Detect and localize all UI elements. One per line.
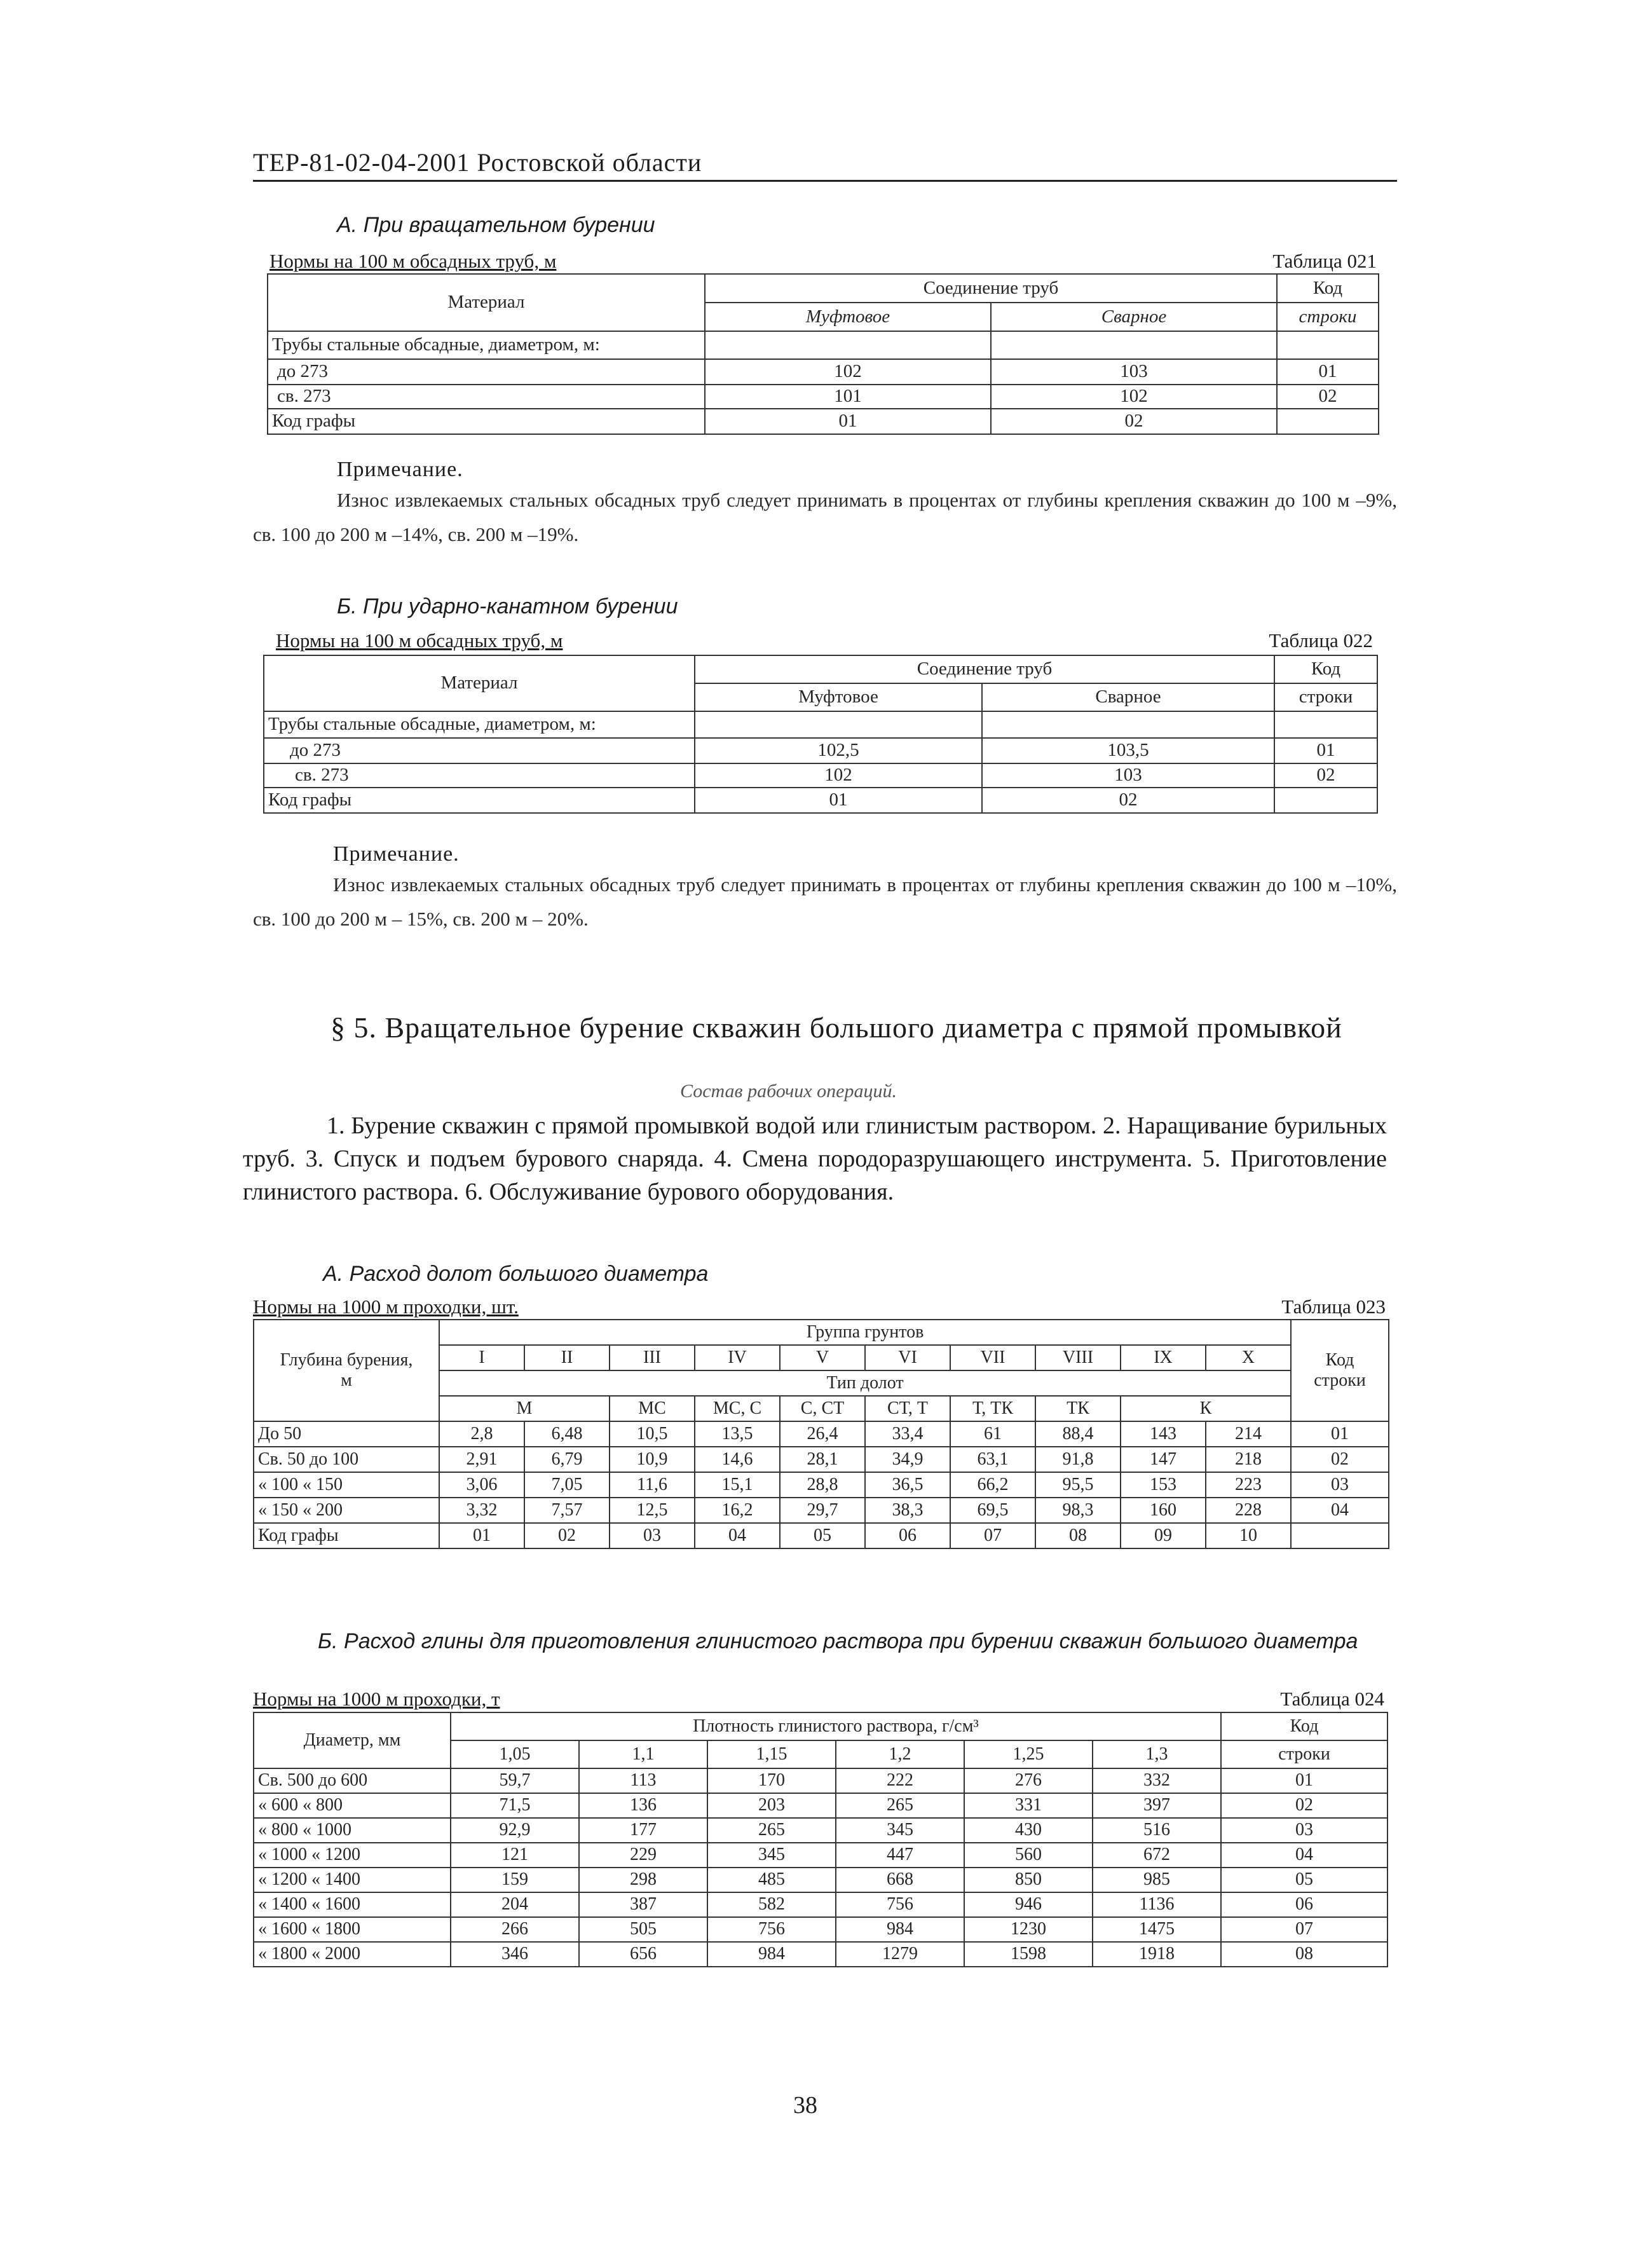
cell: 103 bbox=[991, 359, 1277, 385]
row-label: « 1600 « 1800 bbox=[254, 1917, 451, 1942]
cell: 103,5 bbox=[982, 738, 1274, 763]
row-code: 02 bbox=[1291, 1447, 1389, 1472]
row-label: « 1000 « 1200 bbox=[254, 1843, 451, 1868]
cell bbox=[982, 711, 1274, 738]
soil-group-cell: I bbox=[439, 1345, 524, 1370]
norms-label-024: Нормы на 1000 м проходки, т bbox=[253, 1688, 500, 1710]
header-code-line2: строки bbox=[1314, 1370, 1366, 1390]
header-coupling: Муфтовое bbox=[705, 303, 991, 331]
table-cell: 204 bbox=[451, 1892, 579, 1917]
table-cell: 147 bbox=[1121, 1447, 1206, 1472]
soil-group-cell: X bbox=[1206, 1345, 1291, 1370]
section-title-a1: А. При вращательном бурении bbox=[337, 213, 655, 237]
cell: 102,5 bbox=[695, 738, 982, 763]
note-heading-022: Примечание. bbox=[333, 842, 460, 866]
note-text-021: Износ извлекаемых стальных обсадных труб следует принимать в процентах от глубины крепления скважин до 100 м –9%, св. 100 до 200 м –14%, св. 200 м –19%. bbox=[253, 489, 1397, 545]
table-number-023: Таблица 023 bbox=[1281, 1295, 1386, 1318]
table-cell: 6,48 bbox=[524, 1421, 610, 1447]
header-code-row: строки bbox=[1277, 303, 1379, 331]
table-cell: 10,9 bbox=[610, 1447, 695, 1472]
header-code-row: строки bbox=[1274, 683, 1377, 711]
soil-group-cell: IV bbox=[695, 1345, 780, 1370]
table-cell: 560 bbox=[964, 1843, 1093, 1868]
norms-label-023: Нормы на 1000 м проходки, шт. bbox=[253, 1295, 519, 1318]
table-cell: 3,32 bbox=[439, 1498, 524, 1523]
table-cell: 1136 bbox=[1093, 1892, 1221, 1917]
table-cell: 1475 bbox=[1093, 1917, 1221, 1942]
header-depth-line2: м bbox=[341, 1370, 352, 1390]
table-cell: 214 bbox=[1206, 1421, 1291, 1447]
row-label: « 1200 « 1400 bbox=[254, 1868, 451, 1892]
table-023 bbox=[253, 1319, 1389, 1549]
cell: 02 bbox=[1274, 763, 1377, 788]
table-cell: 756 bbox=[707, 1917, 836, 1942]
empty-cell bbox=[1291, 1523, 1389, 1548]
table-row bbox=[254, 1868, 1387, 1892]
column-code: 01 bbox=[439, 1523, 524, 1548]
header-bit-type: Тип долот bbox=[439, 1370, 1291, 1396]
row-code: 05 bbox=[1221, 1868, 1387, 1892]
row-label: Трубы стальные обсадные, диаметром, м: bbox=[268, 331, 705, 359]
row-label: « 600 « 800 bbox=[254, 1793, 451, 1818]
table-cell: 38,3 bbox=[865, 1498, 950, 1523]
document-header: ТЕР-81-02-04-2001 Ростовской области bbox=[253, 147, 1397, 182]
table-cell: 34,9 bbox=[865, 1447, 950, 1472]
table-cell: 7,05 bbox=[524, 1472, 610, 1498]
header-code-line1: Код bbox=[1325, 1349, 1354, 1370]
table-row bbox=[254, 1421, 1389, 1447]
header-joint: Соединение труб bbox=[705, 274, 1277, 303]
table-cell: 331 bbox=[964, 1793, 1093, 1818]
table-cell: 203 bbox=[707, 1793, 836, 1818]
table-cell: 113 bbox=[579, 1768, 707, 1793]
row-label: Св. 50 до 100 bbox=[254, 1447, 439, 1472]
type-cell: СТ, Т bbox=[865, 1396, 950, 1421]
table-cell: 984 bbox=[836, 1917, 964, 1942]
row-code: 04 bbox=[1221, 1843, 1387, 1868]
table-row bbox=[254, 1793, 1387, 1818]
table-cell: 153 bbox=[1121, 1472, 1206, 1498]
row-label: « 150 « 200 bbox=[254, 1498, 439, 1523]
row-label: « 100 « 150 bbox=[254, 1472, 439, 1498]
row-label: до 273 bbox=[264, 738, 695, 763]
table-cell: 2,8 bbox=[439, 1421, 524, 1447]
soil-group-cell: V bbox=[780, 1345, 865, 1370]
column-code: 10 bbox=[1206, 1523, 1291, 1548]
cell bbox=[695, 711, 982, 738]
column-code: 06 bbox=[865, 1523, 950, 1548]
column-code: 08 bbox=[1035, 1523, 1121, 1548]
soil-group-cell: VIII bbox=[1035, 1345, 1121, 1370]
table-cell: 71,5 bbox=[451, 1793, 579, 1818]
row-label: до 273 bbox=[268, 359, 705, 385]
row-label: св. 273 bbox=[268, 385, 705, 409]
column-code: 07 bbox=[950, 1523, 1035, 1548]
paragraph-title: § 5. Вращательное бурение скважин большого диаметра с прямой промывкой bbox=[331, 1011, 1342, 1044]
row-code: 04 bbox=[1291, 1498, 1389, 1523]
table-cell: 1598 bbox=[964, 1942, 1093, 1967]
table-cell: 505 bbox=[579, 1917, 707, 1942]
cell: 02 bbox=[991, 409, 1277, 434]
row-code: 06 bbox=[1221, 1892, 1387, 1917]
cell: 102 bbox=[695, 763, 982, 788]
row-label: Код графы bbox=[268, 409, 705, 434]
table-cell: 1230 bbox=[964, 1917, 1093, 1942]
table-row bbox=[254, 1818, 1387, 1843]
row-label: Код графы bbox=[264, 788, 695, 813]
density-cell: 1,05 bbox=[451, 1740, 579, 1768]
column-code: 02 bbox=[524, 1523, 610, 1548]
table-cell: 397 bbox=[1093, 1793, 1221, 1818]
table-cell: 672 bbox=[1093, 1843, 1221, 1868]
header-material: Материал bbox=[264, 655, 695, 711]
row-label: « 1800 « 2000 bbox=[254, 1942, 451, 1967]
cell bbox=[705, 331, 991, 359]
table-cell: 6,79 bbox=[524, 1447, 610, 1472]
header-joint: Соединение труб bbox=[695, 655, 1274, 683]
table-cell: 66,2 bbox=[950, 1472, 1035, 1498]
table-cell: 92,9 bbox=[451, 1818, 579, 1843]
table-cell: 430 bbox=[964, 1818, 1093, 1843]
cell: 01 bbox=[1274, 738, 1377, 763]
cell: 102 bbox=[705, 359, 991, 385]
header-welded: Сварное bbox=[991, 303, 1277, 331]
row-code: 03 bbox=[1221, 1818, 1387, 1843]
table-cell: 265 bbox=[707, 1818, 836, 1843]
table-row bbox=[254, 1843, 1387, 1868]
table-cell: 11,6 bbox=[610, 1472, 695, 1498]
column-code: 03 bbox=[610, 1523, 695, 1548]
row-code: 02 bbox=[1221, 1793, 1387, 1818]
table-row bbox=[254, 1917, 1387, 1942]
table-022 bbox=[263, 655, 1378, 814]
table-cell: 266 bbox=[451, 1917, 579, 1942]
column-code: 05 bbox=[780, 1523, 865, 1548]
header-code: Код bbox=[1221, 1712, 1387, 1740]
row-label: св. 273 bbox=[264, 763, 695, 788]
header-material: Материал bbox=[268, 274, 705, 331]
table-cell: 756 bbox=[836, 1892, 964, 1917]
table-cell: 946 bbox=[964, 1892, 1093, 1917]
soil-group-cell: IX bbox=[1121, 1345, 1206, 1370]
table-cell: 63,1 bbox=[950, 1447, 1035, 1472]
type-cell: ТК bbox=[1035, 1396, 1121, 1421]
table-cell: 61 bbox=[950, 1421, 1035, 1447]
row-code: 08 bbox=[1221, 1942, 1387, 1967]
table-row bbox=[254, 1472, 1389, 1498]
row-label: Трубы стальные обсадные, диаметром, м: bbox=[264, 711, 695, 738]
header-code-row: строки bbox=[1221, 1740, 1387, 1768]
header-code bbox=[1291, 1320, 1389, 1421]
soil-group-cell: VII bbox=[950, 1345, 1035, 1370]
table-cell: 346 bbox=[451, 1942, 579, 1967]
table-cell: 159 bbox=[451, 1868, 579, 1892]
table-cell: 485 bbox=[707, 1868, 836, 1892]
norms-label-022: Нормы на 100 м обсадных труб, м bbox=[276, 629, 563, 652]
table-cell: 229 bbox=[579, 1843, 707, 1868]
cell bbox=[1274, 711, 1377, 738]
table-cell: 170 bbox=[707, 1768, 836, 1793]
table-cell: 582 bbox=[707, 1892, 836, 1917]
header-code: Код bbox=[1277, 274, 1379, 303]
type-cell: МС, С bbox=[695, 1396, 780, 1421]
table-cell: 985 bbox=[1093, 1868, 1221, 1892]
row-code: 01 bbox=[1221, 1768, 1387, 1793]
table-cell: 228 bbox=[1206, 1498, 1291, 1523]
cell: 01 bbox=[695, 788, 982, 813]
density-cell: 1,3 bbox=[1093, 1740, 1221, 1768]
table-cell: 1918 bbox=[1093, 1942, 1221, 1967]
table-cell: 16,2 bbox=[695, 1498, 780, 1523]
table-cell: 332 bbox=[1093, 1768, 1221, 1793]
table-cell: 91,8 bbox=[1035, 1447, 1121, 1472]
table-cell: 29,7 bbox=[780, 1498, 865, 1523]
table-row bbox=[254, 1498, 1389, 1523]
table-cell: 12,5 bbox=[610, 1498, 695, 1523]
density-cell: 1,15 bbox=[707, 1740, 836, 1768]
cell: 02 bbox=[982, 788, 1274, 813]
type-cell: Т, ТК bbox=[950, 1396, 1035, 1421]
table-row bbox=[254, 1892, 1387, 1917]
table-cell: 28,8 bbox=[780, 1472, 865, 1498]
row-label: До 50 bbox=[254, 1421, 439, 1447]
row-code: 07 bbox=[1221, 1917, 1387, 1942]
table-cell: 345 bbox=[836, 1818, 964, 1843]
table-cell: 143 bbox=[1121, 1421, 1206, 1447]
header-soil-group: Группа грунтов bbox=[439, 1320, 1291, 1345]
table-number-021: Таблица 021 bbox=[1272, 250, 1377, 272]
table-cell: 218 bbox=[1206, 1447, 1291, 1472]
note-heading-021: Примечание. bbox=[337, 458, 463, 481]
table-cell: 516 bbox=[1093, 1818, 1221, 1843]
table-cell: 33,4 bbox=[865, 1421, 950, 1447]
header-density: Плотность глинистого раствора, г/см³ bbox=[451, 1712, 1221, 1740]
cell: 02 bbox=[1277, 385, 1379, 409]
row-code: 01 bbox=[1291, 1421, 1389, 1447]
cell: 01 bbox=[705, 409, 991, 434]
table-number-024: Таблица 024 bbox=[1280, 1688, 1384, 1710]
table-cell: 298 bbox=[579, 1868, 707, 1892]
type-cell: МС bbox=[610, 1396, 695, 1421]
table-cell: 98,3 bbox=[1035, 1498, 1121, 1523]
header-code: Код bbox=[1274, 655, 1377, 683]
table-cell: 345 bbox=[707, 1843, 836, 1868]
table-cell: 15,1 bbox=[695, 1472, 780, 1498]
type-cell: С, СТ bbox=[780, 1396, 865, 1421]
soil-group-cell: II bbox=[524, 1345, 610, 1370]
table-cell: 668 bbox=[836, 1868, 964, 1892]
header-depth-line1: Глубина бурения, bbox=[280, 1349, 413, 1370]
section-title-a2: А. Расход долот большого диаметра bbox=[323, 1262, 709, 1286]
table-cell: 88,4 bbox=[1035, 1421, 1121, 1447]
table-row bbox=[254, 1942, 1387, 1967]
table-cell: 7,57 bbox=[524, 1498, 610, 1523]
table-number-022: Таблица 022 bbox=[1269, 629, 1373, 652]
table-024 bbox=[253, 1712, 1388, 1967]
table-cell: 984 bbox=[707, 1942, 836, 1967]
table-cell: 177 bbox=[579, 1818, 707, 1843]
table-row bbox=[254, 1447, 1389, 1472]
table-021 bbox=[267, 273, 1379, 435]
operations-heading: Состав рабочих операций. bbox=[680, 1081, 897, 1102]
table-cell: 26,4 bbox=[780, 1421, 865, 1447]
column-code: 04 bbox=[695, 1523, 780, 1548]
header-depth bbox=[254, 1320, 439, 1421]
row-label: Код графы bbox=[254, 1523, 439, 1548]
table-cell: 14,6 bbox=[695, 1447, 780, 1472]
cell: 101 bbox=[705, 385, 991, 409]
table-cell: 95,5 bbox=[1035, 1472, 1121, 1498]
table-cell: 265 bbox=[836, 1793, 964, 1818]
table-cell: 2,91 bbox=[439, 1447, 524, 1472]
density-cell: 1,25 bbox=[964, 1740, 1093, 1768]
table-cell: 160 bbox=[1121, 1498, 1206, 1523]
header-diameter: Диаметр, мм bbox=[254, 1712, 451, 1768]
note-text-022: Износ извлекаемых стальных обсадных труб следует принимать в процентах от глубины крепления скважин до 100 м –10%, св. 100 до 200 м – 15%, св. 200 м – 20%. bbox=[253, 873, 1397, 930]
cell bbox=[1274, 788, 1377, 813]
table-cell: 121 bbox=[451, 1843, 579, 1868]
cell: 103 bbox=[982, 763, 1274, 788]
table-cell: 447 bbox=[836, 1843, 964, 1868]
cell: 01 bbox=[1277, 359, 1379, 385]
row-label: « 1400 « 1600 bbox=[254, 1892, 451, 1917]
type-cell: М bbox=[439, 1396, 610, 1421]
type-cell: К bbox=[1121, 1396, 1291, 1421]
table-cell: 276 bbox=[964, 1768, 1093, 1793]
table-cell: 656 bbox=[579, 1942, 707, 1967]
table-cell: 69,5 bbox=[950, 1498, 1035, 1523]
cell bbox=[991, 331, 1277, 359]
soil-group-cell: VI bbox=[865, 1345, 950, 1370]
section-title-b1: Б. При ударно-канатном бурении bbox=[337, 594, 678, 618]
table-cell: 850 bbox=[964, 1868, 1093, 1892]
norms-label-021: Нормы на 100 м обсадных труб, м bbox=[269, 250, 557, 272]
table-cell: 223 bbox=[1206, 1472, 1291, 1498]
header-welded: Сварное bbox=[982, 683, 1274, 711]
cell: 102 bbox=[991, 385, 1277, 409]
cell bbox=[1277, 331, 1379, 359]
row-label: « 800 « 1000 bbox=[254, 1818, 451, 1843]
table-cell: 13,5 bbox=[695, 1421, 780, 1447]
table-cell: 387 bbox=[579, 1892, 707, 1917]
table-cell: 136 bbox=[579, 1793, 707, 1818]
table-cell: 36,5 bbox=[865, 1472, 950, 1498]
table-cell: 28,1 bbox=[780, 1447, 865, 1472]
page-number: 38 bbox=[793, 2092, 817, 2119]
table-cell: 10,5 bbox=[610, 1421, 695, 1447]
row-label: Св. 500 до 600 bbox=[254, 1768, 451, 1793]
soil-group-cell: III bbox=[610, 1345, 695, 1370]
density-cell: 1,1 bbox=[579, 1740, 707, 1768]
row-code: 03 bbox=[1291, 1472, 1389, 1498]
density-cell: 1,2 bbox=[836, 1740, 964, 1768]
operations-text: 1. Бурение скважин с прямой промывкой водой или глинистым раствором. 2. Наращивание бурильных труб. 3. Спуск и подъем бурового снаряда. 4. Смена породоразрушающего инструмента. 5. Приготовление глинистого раствора. 6. Обслуживание бурового оборудования. bbox=[243, 1112, 1387, 1205]
column-code: 09 bbox=[1121, 1523, 1206, 1548]
table-cell: 1279 bbox=[836, 1942, 964, 1967]
table-footer-row bbox=[254, 1523, 1389, 1548]
table-row bbox=[254, 1768, 1387, 1793]
cell bbox=[1277, 409, 1379, 434]
table-cell: 222 bbox=[836, 1768, 964, 1793]
table-cell: 3,06 bbox=[439, 1472, 524, 1498]
table-cell: 59,7 bbox=[451, 1768, 579, 1793]
header-coupling: Муфтовое bbox=[695, 683, 982, 711]
section-title-b2: Б. Расход глины для приготовления глинистого раствора при бурении скважин большого диаметра bbox=[318, 1629, 1358, 1653]
